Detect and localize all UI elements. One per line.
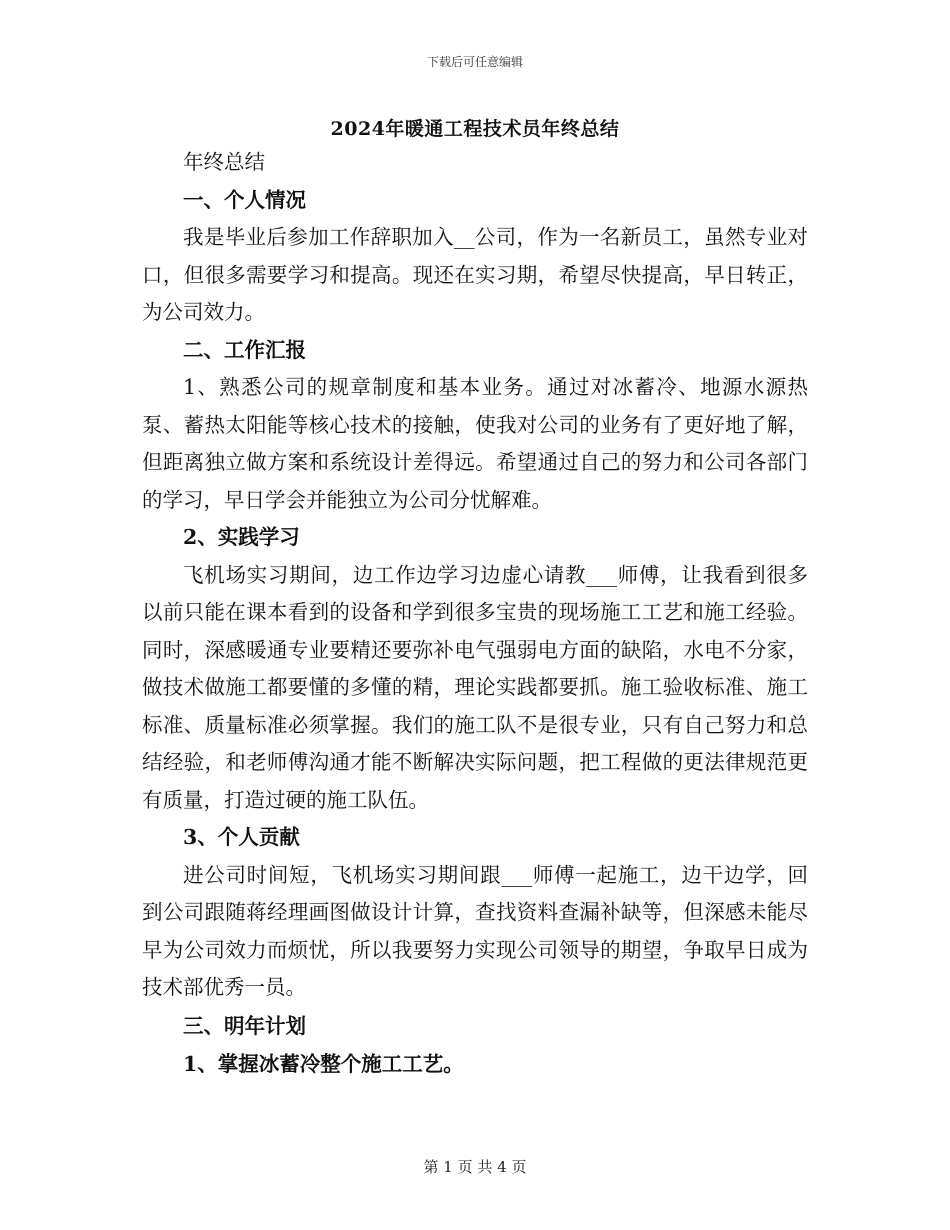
intro-label: 年终总结: [183, 150, 265, 174]
subheading-contribution: 3、个人贡献: [183, 825, 300, 849]
paragraph-practice: 飞机场实习期间，边工作边学习边虚心请教___师傅，让我看到很多以前只能在课本看到的设备和学到很多宝贵的现场施工工艺和施工经验。同时，深感暖通专业要精还要弥补电气强弱电方面的缺陷，水电不分家，做技术做施工都要懂的多懂的精，理论实践都要抓。施工验收标准、施工标准、质量标准必须掌握。我们的施工队不是很专业，只有自己努力和总结经验，和老师傅沟通才能不断解决实际问题，把工程做的更法律规范更有质量，打造过硬的施工队伍。: [142, 562, 808, 812]
section-heading-work-report: 二、工作汇报: [183, 337, 306, 362]
page-number: 第 1 页 共 4 页: [423, 1158, 527, 1176]
subheading-practice: 2、实践学习: [183, 525, 300, 549]
section-heading-next-year-plan: 三、明年计划: [183, 1013, 306, 1038]
paragraph-familiarize: 1、熟悉公司的规章制度和基本业务。通过对冰蓄冷、地源水源热泵、蓄热太阳能等核心技术的接触，使我对公司的业务有了更好地了解，但距离独立做方案和系统设计差得远。希望通过自己的努力和公司各部门的学习，早日学会并能独立为公司分忧解难。: [142, 375, 808, 512]
header-note: 下载后可任意编辑: [426, 55, 523, 69]
paragraph-contribution: 进公司时间短，飞机场实习期间跟___师傅一起施工，边干边学，回到公司跟随蒋经理画图做设计计算，查找资料查漏补缺等，但深感未能尽早为公司效力而烦忧，所以我要努力实现公司领导的期望，争取早日成为技术部优秀一员。: [142, 862, 808, 999]
section-heading-personal: 一、个人情况: [183, 187, 306, 212]
subheading-ice-storage: 1、掌握冰蓄冷整个施工工艺。: [183, 1052, 464, 1076]
document-title: 2024年暖通工程技术员年终总结: [330, 118, 620, 140]
document-body: [142, 144, 808, 1084]
paragraph-personal: 我是毕业后参加工作辞职加入__公司，作为一名新员工，虽然专业对口，但很多需要学习和提高。现还在实习期，希望尽快提高，早日转正，为公司效力。: [142, 225, 808, 324]
